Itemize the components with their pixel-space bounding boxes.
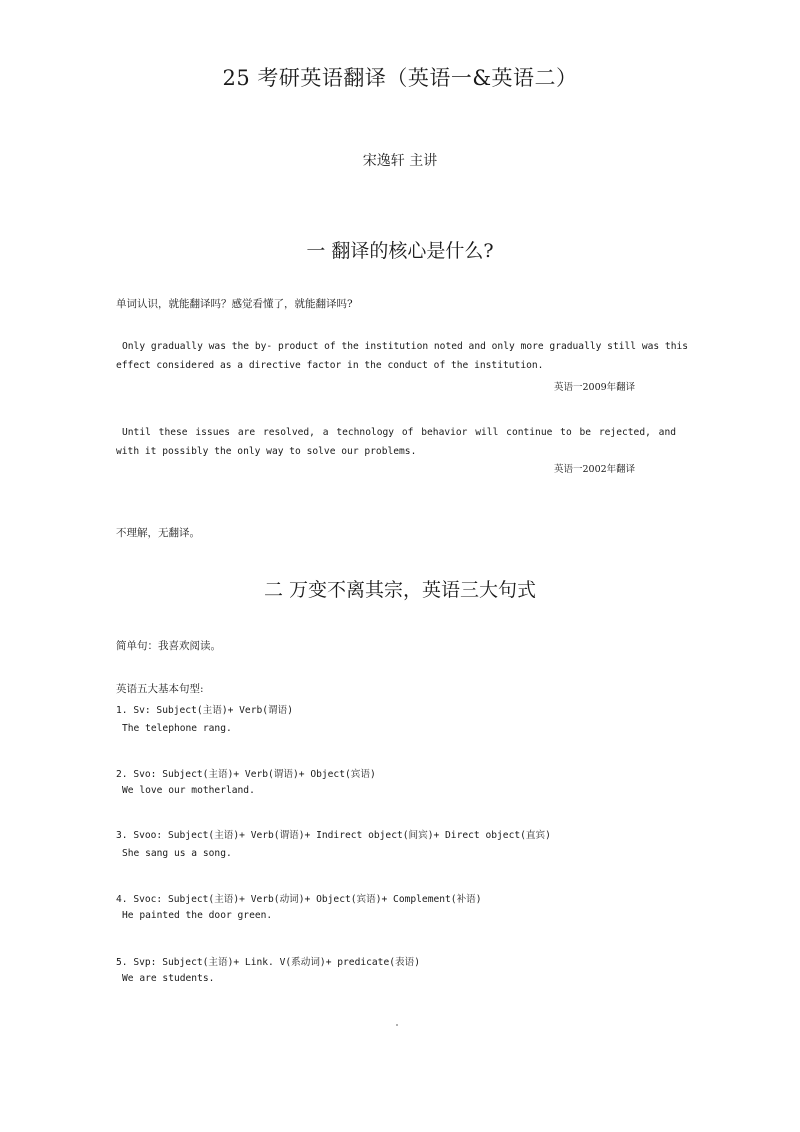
quote-1-line-1: Only gradually was the by- product of the institution noted and only more gradually still was this [122,341,689,352]
section-1-heading: 一 翻译的核心是什么? [306,240,494,262]
pattern-5-example: We are students. [122,973,215,984]
quote-1-line-2: effect considered as a directive factor in the conduct of the institution. [116,360,544,371]
pattern-4-formula: 4. Svoc: Subject(主语)+ Verb(动词)+ Object(宾语)+ Complement(补语) [116,894,482,905]
section-1-conclusion: 不理解，无翻译。 [116,527,200,539]
pattern-3-example: She sang us a song. [122,848,232,859]
pattern-2-example: We love our motherland. [122,785,255,796]
quote-2-source: 英语一2002年翻译 [554,464,636,475]
patterns-title: 英语五大基本句型: [116,683,204,695]
pattern-5-formula: 5. Svp: Subject(主语)+ Link. V(系动词)+ predicate(表语) [116,957,420,968]
pattern-1-example: The telephone rang. [122,723,232,734]
pattern-1-formula: 1. Sv: Subject(主语)+ Verb(谓语) [116,705,293,716]
pattern-4-example: He painted the door green. [122,910,273,921]
quote-2-text: Until these issues are resolved, a technology of behavior will continue to be rejected, and with it possibly the only way to solve our problems. [116,427,676,457]
pattern-2-formula: 2. Svo: Subject(主语)+ Verb(谓语)+ Object(宾语) [116,769,376,780]
section-2-heading: 二 万变不离其宗，英语三大句式 [263,579,537,601]
section-1-intro: 单词认识，就能翻译吗？感觉看懂了，就能翻译吗? [116,298,353,310]
simple-sentence-example: 简单句：我喜欢阅读。 [116,640,221,652]
quote-1-source: 英语一2009年翻译 [554,382,636,393]
speck-mark [396,1024,398,1026]
document-title: 25 考研英语翻译（英语一&英语二） [222,66,578,90]
pattern-3-formula: 3. Svoo: Subject(主语)+ Verb(谓语)+ Indirect object(间宾)+ Direct object(直宾) [116,830,551,841]
author-line: 宋逸轩 主讲 [362,153,438,169]
